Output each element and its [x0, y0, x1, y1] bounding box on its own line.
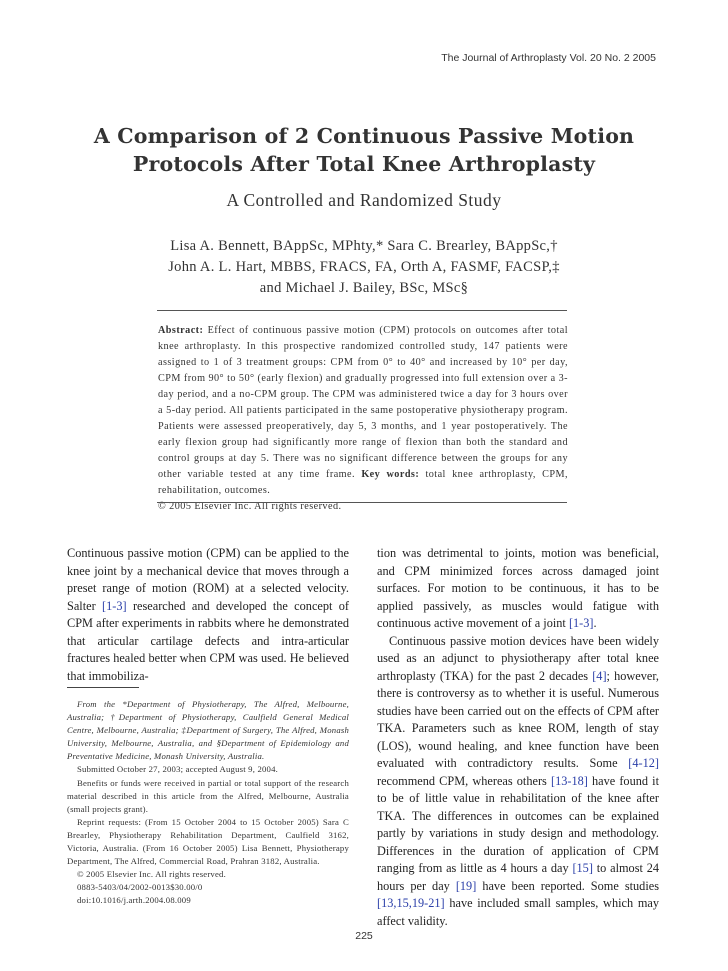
footnote-doi: doi:10.1016/j.arth.2004.08.009	[77, 895, 191, 906]
abstract	[158, 323, 568, 515]
body-paragraph: Continuous passive motion devices have been widely used as an adjunct to physiotherapy after total knee arthroplasty (TKA) for the past 2 decades [4]; however, there is controversy as to whether it is useful. Numerous studies have been carried out on the effects of CPM after TKA. Parameters such as knee ROM, length of stay (LOS), wound healing, and knee function have been evaluated with contradictory results. Some [4-12] recommend CPM, whereas others [13-18] have found it to be of little value in rehabilitation of the knee after TKA. The differences in outcomes can be explained partly by variations in study design and methodology. Differences in the duration of application of CPM ranging from as little as 4 hours a day [15] to almost 24 hours per day [19] have been reported. Some studies [13,15,19-21] have included small samples, which may affect validity.	[377, 633, 660, 928]
footnote-issn: 0883-5403/04/2002-0013$30.00/0	[77, 882, 203, 893]
abstract-bottom-rule	[157, 502, 567, 503]
footnote-copyright: © 2005 Elsevier Inc. All rights reserved.	[77, 869, 226, 880]
author-line: John A. L. Hart, MBBS, FRACS, FA, Orth A, FASMF, FACSP,‡	[168, 259, 560, 275]
body-paragraph: Continuous passive motion (CPM) can be applied to the knee joint by a mechanical device that moves through a preset range of motion (ROM) at a selected velocity. Salter [1-3] researched and developed the concept of CPM after experiments in rabbits where he demonstrated that articular cartilage defects and intra-articular fractures healed better when CPM was used. He believed that immobiliza-	[67, 546, 350, 683]
citation-link[interactable]: [13-18]	[550, 773, 588, 788]
page-number: 225	[355, 930, 373, 942]
footnote-affiliations: From the *Department of Physiotherapy, The Alfred, Melbourne, Australia; †Department of Physiotherapy, Caulfield General Medical Centre, Melbourne, Australia; ‡Department of Surgery, The Alfred, Monash University, Melbourne, Australia, and §Department of Epidemiology and Preventative Medicine, Monash University, Australia.	[67, 699, 349, 762]
citation-link[interactable]: [1-3]	[568, 616, 594, 630]
article-title	[60, 122, 668, 178]
author-line: Lisa A. Bennett, BAppSc, MPhty,* Sara C. Brearley, BAppSc,†	[170, 238, 558, 254]
footnote-reprints: Reprint requests: (From 15 October 2004 to 15 October 2005) Sara C Brearley, Physiotherapy Rehabilitation Department, Caulfield 3162, Victoria, Australia. (From 16 October 2005) Lisa Bennett, Physiotherapy Department, The Alfred, Commercial Road, Prahran 3182, Australia.	[67, 816, 349, 867]
author-line: and Michael J. Bailey, BSc, MSc§	[259, 280, 469, 296]
keywords-label: Key words:	[361, 469, 420, 480]
abstract-top-rule	[157, 310, 567, 311]
article-subtitle: A Controlled and Randomized Study	[226, 190, 502, 210]
body-column-left	[67, 545, 349, 685]
running-head: The Journal of Arthroplasty Vol. 20 No. 2 2005	[441, 52, 656, 64]
abstract-copyright: © 2005 Elsevier Inc. All rights reserved.	[158, 501, 342, 512]
keywords-text: total knee arthroplasty, CPM, rehabilitation, outcomes.	[158, 469, 569, 496]
author-list	[140, 236, 588, 299]
citation-link[interactable]: [4]	[592, 668, 607, 683]
body-column-right	[377, 545, 659, 930]
body-paragraph: tion was detrimental to joints, motion was beneficial, and CPM minimized forces across damaged joint surfaces. For motion to be continuous, it has to be applied passively, as muscles would fatigue with continuous active movement of a joint [1-3].	[377, 546, 659, 630]
footnote-benefits: Benefits or funds were received in partial or total support of the research material described in this article from the Alfred, Melbourne, Australia (small projects grant).	[67, 777, 349, 814]
title-line-1: A Comparison of 2 Continuous Passive Motion	[93, 124, 635, 148]
citation-link[interactable]: [1-3]	[102, 598, 127, 613]
footnote-rule	[67, 687, 139, 688]
citation-link[interactable]: [13,15,19-21]	[377, 896, 445, 910]
footnote	[67, 698, 349, 908]
footnote-submitted: Submitted October 27, 2003; accepted August 9, 2004.	[77, 764, 279, 775]
abstract-label: Abstract:	[158, 325, 204, 336]
abstract-text: Effect of continuous passive motion (CPM) protocols on outcomes after total knee arthroplasty. In this prospective randomized controlled study, 147 patients were assigned to 1 of 3 treatment groups: CPM from 0° to 40° and increased by 10° per day, CPM from 90° to 50° (early flexion) and gradually progressed into full extension over a 3-day period, and a no-CPM group. The CPM was administered twice a day for 3 hours over a 5-day period. All patients participated in the same postoperative physiotherapy program. Patients were assessed preoperatively, day 5, 3 months, and 1 year postoperatively. The early flexion group had significantly more range of flexion than both the standard and control groups at day 5. There was no significant difference between the groups for any other variable tested at any time frame.	[158, 325, 569, 480]
title-line-2: Protocols After Total Knee Arthroplasty	[132, 152, 596, 176]
citation-link[interactable]: [15]	[572, 861, 593, 875]
citation-link[interactable]: [4-12]	[628, 756, 659, 770]
citation-link[interactable]: [19]	[455, 878, 477, 893]
